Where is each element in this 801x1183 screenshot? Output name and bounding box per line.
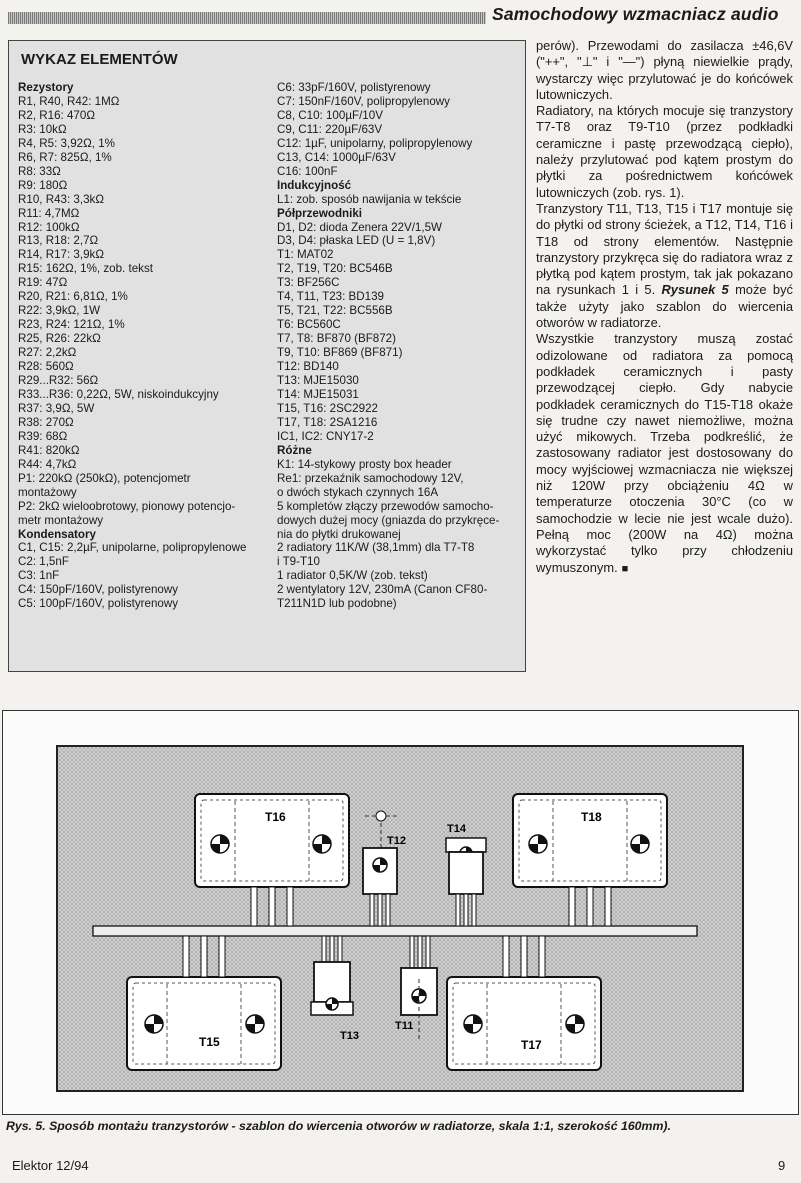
parts-list-item: R28: 560Ω [18,360,74,374]
parts-list-item: C5: 100pF/160V, polistyrenowy [18,597,179,611]
parts-list-item: i T9-T10 [277,555,320,569]
parts-list-item: R3: 10kΩ [18,122,67,136]
parts-list-item: R11: 4,7MΩ [18,206,80,220]
parts-list-item: D3, D4: płaska LED (U = 1,8V) [277,234,436,248]
parts-list-item: T14: MJE15031 [277,387,359,401]
parts-list-item: D1, D2: dioda Zenera 22V/1,5W [277,220,442,234]
parts-list-item: P1: 220kΩ (250kΩ), potencjometr [18,471,191,485]
parts-list-item: T15, T16: 2SC2922 [277,401,378,415]
parts-list-item: L1: zob. sposób nawijania w tekście [277,192,462,206]
label-t14: T14 [447,823,466,835]
parts-list-item: C9, C11: 220µF/63V [277,122,383,136]
parts-list-item: R25, R26: 22kΩ [18,332,101,346]
label-t12: T12 [387,835,406,847]
label-t13: T13 [340,1030,359,1042]
parts-list-item: R33...R36: 0,22Ω, 5W, niskoindukcyjny [18,387,219,401]
parts-list-item: R4, R5: 3,92Ω, 1% [18,136,115,150]
parts-list-item: R39: 68Ω [18,429,68,443]
parts-list-item: T6: BC560C [277,318,341,332]
article-text: może być także użyty jako szablon do wiercenia otworów w radiatorze. [536,282,793,331]
parts-list-item: T9, T10: BF869 (BF871) [277,346,403,360]
parts-list-item: C8, C10: 100µF/10V [277,108,383,122]
page-number: 9 [778,1158,786,1173]
parts-list-item: R37: 3,9Ω, 5W [18,401,95,415]
parts-list-item: 1 radiator 0,5K/W (zob. tekst) [277,569,428,583]
parts-list-item: dowych dużej mocy (gniazda do przykręce- [277,513,500,527]
parts-list-item: T5, T21, T22: BC556B [277,304,393,318]
parts-list-item: R9: 180Ω [18,178,68,192]
parts-list-item: R44: 4,7kΩ [18,457,77,471]
parts-list-item: T1: MAT02 [277,248,334,262]
parts-list-item: IC1, IC2: CNY17-2 [277,429,374,443]
parts-list-item: R13, R18: 2,7Ω [18,234,99,248]
parts-list-item: C4: 150pF/160V, polistyrenowy [18,583,179,597]
parts-list-item: C16: 100nF [277,164,338,178]
parts-list-item: T3: BF256C [277,276,340,290]
article-paragraph [536,201,793,331]
parts-list-item: T4, T11, T23: BD139 [277,290,384,304]
parts-list-item: T2, T19, T20: BC546B [277,262,393,276]
parts-list-item: R19: 47Ω [18,276,68,290]
parts-list-item: T13: MJE15030 [277,374,359,388]
parts-list-item: C12: 1µF, unipolarny, polipropylenowy [277,136,473,150]
article-column [536,38,793,577]
article-text: Wszystkie tranzystory muszą zostać odizolowane od radiatora za pomocą podkładek ceramicznych i pasty przewodzącej ciepło. Gdy nabycie podkładek ceramicznych do T15-T18 okaże się trudne czy nawet niemożliwe, można użyć mikowych. Trzeba podkreślić, że zastosowany radiator jest dostosowany do mocy wyjściowej wzmacniacza nie większej niż 120W przy obciążeniu 4Ω w temperaturze otoczenia 30°C (co w samochodzie w lecie nie jest wcale dużo). Pełną moc (200W na 4Ω) można wykorzystać tylko przy chłodzeniu wymuszonym. [536,331,793,575]
parts-list-item: R12: 100kΩ [18,220,80,234]
parts-list-item: o dwóch stykach czynnych 16A [277,485,439,499]
parts-list-item: metr montażowy [18,513,104,527]
parts-section-heading: Kondensatory [18,527,96,541]
parts-list-item: R14, R17: 3,9kΩ [18,248,105,262]
article-text: Tranzystory T11, T13, T15 i T17 montuje się do płytki od strony ścieżek, a T12, T14, T16 i T18 od strony elementów. Następnie tranzystory przykręca się do radiatora wraz z płytką pod kątem prostym, tak jak pokazano na rysunkach 1 i 5. [536,200,793,298]
parts-list-item: K1: 14-stykowy prosty box header [277,457,452,471]
parts-list-item: R2, R16: 470Ω [18,108,95,122]
parts-list-item: R29...R32: 56Ω [18,374,99,388]
parts-list-item: C2: 1,5nF [18,555,69,569]
parts-list-item: C7: 150nF/160V, polipropylenowy [277,94,450,108]
parts-list-item: T7, T8: BF870 (BF872) [277,332,396,346]
parts-list-item: R22: 3,9kΩ, 1W [18,304,101,318]
parts-section-heading: Różne [277,443,312,457]
footer-magazine: Elektor 12/94 [12,1158,89,1173]
parts-list-item: 2 radiatory 11K/W (38,1mm) dla T7-T8 [277,541,475,555]
parts-section-heading: Rezystory [18,81,74,94]
parts-list-item: R15: 162Ω, 1%, zob. tekst [18,262,153,276]
parts-list-item: R8: 33Ω [18,164,61,178]
parts-list-item: R10, R43: 3,3kΩ [18,192,105,206]
parts-list-item: R23, R24: 121Ω, 1% [18,318,125,332]
parts-list-item: R1, R40, R42: 1MΩ [18,94,120,108]
article-paragraph: Radiatory, na których mocuje się tranzystory T7-T8 oraz T9-T10 (przez podkładki ceramiczne i pastę przewodzącą ciepło), należy przylutować pod kątem prostym do płytki za pośrednictwem końcówek lutowniczych (zob. rys. 1). [536,103,793,200]
parts-list-item: T211N1D lub podobne) [277,597,397,611]
page-header-title: Samochodowy wzmacniacz audio [492,4,779,24]
parts-list-item: montażowy [18,485,77,499]
label-t17: T17 [521,1038,542,1052]
end-of-article-mark: ■ [621,562,629,575]
label-t15: T15 [199,1035,220,1049]
parts-list-right-column [277,81,523,611]
parts-list-box [8,40,526,672]
parts-list-item: C1, C15: 2,2µF, unipolarne, polipropylenowe [18,541,247,555]
parts-list-left-column [18,81,276,611]
parts-list-item: R6, R7: 825Ω, 1% [18,150,112,164]
label-t16: T16 [265,810,286,824]
label-t11: T11 [395,1020,414,1032]
parts-list-item: 2 wentylatory 12V, 230mA (Canon CF80- [277,583,488,597]
transistor-mounting-diagram [3,711,797,1113]
drilling-template-figure [2,710,799,1115]
article-paragraph [536,331,793,576]
parts-list-item: R20, R21: 6,81Ω, 1% [18,290,128,304]
parts-list-item: P2: 2kΩ wieloobrotowy, pionowy potencjo- [18,499,236,513]
parts-list-item: nia do płytki drukowanej [277,527,401,541]
figure-reference: Rysunek 5 [661,282,729,298]
parts-list-item: R38: 270Ω [18,415,74,429]
header-rule [8,12,486,24]
article-paragraph: perów). Przewodami do zasilacza ±46,6V ("++", "⊥" i "—") płyną niewielkie prądy, wystarczy więc przylutować je do końcówek lutowniczych. [536,38,793,102]
figure-caption: Rys. 5. Sposób montażu tranzystorów - szablon do wiercenia otworów w radiatorze, skala 1:1, szerokość 160mm). [6,1119,671,1133]
parts-list-item: T17, T18: 2SA1216 [277,415,378,429]
parts-section-heading: Półprzewodniki [277,206,363,220]
parts-list-item: 5 kompletów złączy przewodów samocho- [277,499,494,513]
parts-list-item: R27: 2,2kΩ [18,346,77,360]
pcb-strip [93,926,697,936]
parts-section-heading: Indukcyjność [277,178,352,192]
parts-list-item: R41: 820kΩ [18,443,80,457]
parts-list-item: Re1: przekaźnik samochodowy 12V, [277,471,464,485]
parts-list-item: C6: 33pF/160V, polistyrenowy [277,81,431,94]
parts-list-title: WYKAZ ELEMENTÓW [21,51,178,68]
parts-list-item: C13, C14: 1000µF/63V [277,150,396,164]
parts-list-item: C3: 1nF [18,569,60,583]
parts-list-item: T12: BD140 [277,360,339,374]
label-t18: T18 [581,810,602,824]
